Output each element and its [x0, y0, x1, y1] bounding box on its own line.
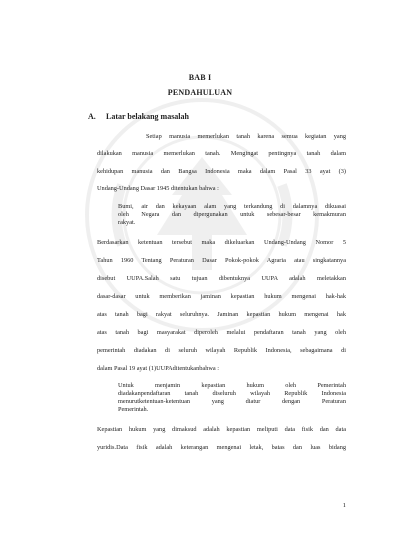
chapter-title: PENDAHULUAN — [167, 88, 233, 97]
paragraph-line: dasar-dasar untuk memberikan jaminan kepastian hukum mengenai hak-hak — [97, 293, 346, 300]
paragraph-line: pemerintah diadakan di seluruh wilayah Republik Indonesia, sebagaimana di — [97, 347, 346, 354]
paragraph-line: dalam Pasal 19 ayat (1)UUPAditentukanbahwa : — [97, 365, 220, 372]
quote-line: rakyat. — [118, 219, 136, 226]
paragraph-line: atas tanah bagi masyarakat diperoleh melalui pendaftaran tanah yang oleh — [97, 329, 346, 336]
paragraph-line: atas tanah bagi rakyat seluruhnya. Jaminan kepastian hukum mengenai hak — [97, 311, 346, 318]
paragraph-line: Berdasarkan ketentuan tersebut maka dikeluarkan Undang-Undang Nomor 5 — [97, 239, 346, 246]
paragraph-line: Kepastian hukum yang dimaksud adalah kepastian meliputi data fisik dan data — [97, 426, 346, 433]
quote-line: Bumi, air dan kekayaan alam yang terkandung di dalamnya dikuasai — [118, 203, 346, 210]
paragraph-line: yuridis.Data fisik adalah keterangan mengenai letak, batas dan luas bidang — [97, 444, 346, 451]
quote-line: diadakanpendaftaran tanah diseluruh wilayah Republik Indonesia — [118, 390, 346, 397]
quote-line: menurutketentuan-ketentuan yang diatur dengan Peraturan — [118, 398, 346, 405]
quote-line: Untuk menjamin kepastian hukum oleh Pemerintah — [118, 382, 346, 389]
paragraph-line: kehidupan manusia dan Bangsa Indonesia maka dalam Pasal 33 ayat (3) — [97, 168, 346, 175]
quote-line: Pemerintah. — [118, 406, 149, 413]
section-heading — [88, 112, 189, 121]
page-number: 1 — [342, 502, 346, 509]
paragraph-line: Tahun 1960 Tentang Peraturan Dasar Pokok-pokok Agraria atau singkatannya — [97, 257, 346, 264]
chapter-number: BAB I — [188, 73, 212, 82]
paragraph-line: dilakukan manusia memerlukan tanah. Mengingat pentingnya tanah dalam — [97, 150, 346, 157]
section-title: Latar belakang masalah — [106, 112, 189, 121]
paragraph-line: disebut UUPA.Salah satu tujuan dibentuknya UUPA adalah meletakkan — [97, 275, 346, 282]
paragraph-line: Setiap manusia memerlukan tanah karena semua kegiatan yang — [146, 133, 346, 140]
paragraph-line: Undang-Undang Dasar 1945 ditentukan bahwa : — [97, 185, 219, 192]
section-number: A. — [88, 112, 96, 121]
quote-line: oleh Negara dan dipergunakan untuk sebesar-besar kemakmuran — [118, 211, 346, 218]
